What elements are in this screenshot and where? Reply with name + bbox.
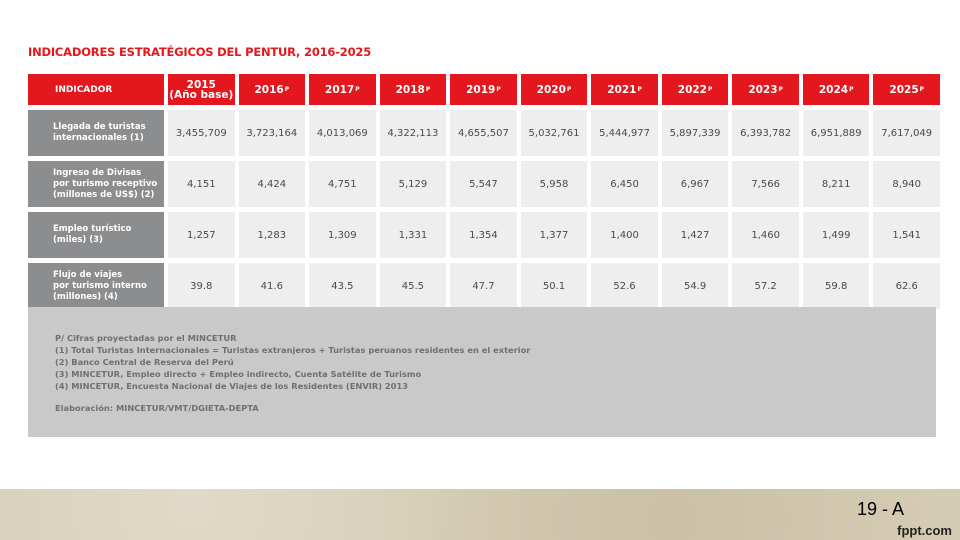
header-year-suffix: P [708,85,713,93]
table-cell: 5,129 [380,161,447,207]
page-title: INDICADORES ESTRATÉGICOS DEL PENTUR, 2016-2025 [28,45,372,59]
header-year [803,74,870,105]
table-cell: 1,283 [239,212,306,258]
table-cell: 62.6 [873,263,940,309]
header-year-label: 2025 [889,83,919,96]
table-cell: 5,444,977 [591,110,658,156]
header-year-suffix: P [566,85,572,93]
header-year-suffix: P [919,85,925,93]
header-year-label: 2022 [677,83,707,96]
header-year-suffix: P [496,85,501,93]
header-year-label: 2017 [325,83,355,96]
table-cell: 1,499 [803,212,870,258]
table-cell: 4,013,069 [309,110,376,156]
table-cell: 6,967 [662,161,729,207]
header-year [450,74,517,105]
indicators-table [28,74,940,309]
table-cell: 7,566 [732,161,799,207]
header-year-suffix: P [637,85,642,93]
header-year [662,74,729,105]
table-cell: 5,547 [450,161,517,207]
note-line: (2) Banco Central de Reserva del Perú [55,357,234,367]
header-year [380,74,447,105]
header-year-suffix: P [284,85,290,93]
table-cell: 4,322,113 [380,110,447,156]
header-year-suffix: P [425,85,431,93]
header-year-suffix: P [849,85,854,93]
table-cell: 59.8 [803,263,870,309]
table-cell: 1,541 [873,212,940,258]
table-cell: 54.9 [662,263,729,309]
table-cell: 50.1 [521,263,588,309]
table-cell: 1,331 [380,212,447,258]
slide-number: 19 - A [856,499,904,519]
elaboration-note: Elaboración: MINCETUR/VMT/DGIETA-DEPTA [55,403,259,413]
table-cell: 1,309 [309,212,376,258]
row-label: Flujo de viajes por turismo interno (millones) (4) [28,263,164,309]
header-year-label: 2021 [607,83,637,96]
header-year [521,74,588,105]
table-cell: 4,151 [168,161,235,207]
table-cell: 43.5 [309,263,376,309]
header-year-label: 2024 [818,83,849,96]
note-line: (1) Total Turistas Internacionales = Turistas extranjeros + Turistas peruanos residentes en el exterior [55,345,531,355]
footer-band [0,489,960,540]
header-year-label: 2015 [186,78,216,91]
header-year [873,74,940,105]
table-cell: 57.2 [732,263,799,309]
header-year-label: 2016 [254,83,284,96]
table-cell: 5,958 [521,161,588,207]
header-year-suffix: P [355,85,360,93]
header-year-suffix: P [778,85,783,93]
table-cell: 52.6 [591,263,658,309]
row-label: Llegada de turistas internacionales (1) [28,110,164,156]
note-line: (4) MINCETUR, Encuesta Nacional de Viajes de los Residentes (ENVIR) 2013 [55,381,408,391]
header-base-year [169,80,233,100]
table-cell: 1,460 [732,212,799,258]
table-cell: 41.6 [239,263,306,309]
row-label: Ingreso de Divisas por turismo receptivo (millones de US$) (2) [28,161,164,207]
notes-lines [55,332,936,392]
header-year-label: 2023 [748,83,778,96]
table-cell: 5,032,761 [521,110,588,156]
header-indicator: INDICADOR [28,74,164,105]
header-year-label: 2018 [395,83,425,96]
notes-panel [28,307,936,437]
table-cell: 1,354 [450,212,517,258]
table-cell: 4,424 [239,161,306,207]
header-year [168,74,235,105]
table-cell: 6,393,782 [732,110,799,156]
table-cell: 1,427 [662,212,729,258]
table-cell: 5,897,339 [662,110,729,156]
header-year [732,74,799,105]
row-label: Empleo turístico (miles) (3) [28,212,164,258]
table-cell: 39.8 [168,263,235,309]
table-cell: 4,751 [309,161,376,207]
note-line: P/ Cifras proyectadas por el MINCETUR [55,333,237,343]
table-cell: 3,723,164 [239,110,306,156]
table-cell: 3,455,709 [168,110,235,156]
header-year [591,74,658,105]
table-cell: 1,257 [168,212,235,258]
header-year-label: 2020 [536,83,566,96]
table-cell: 6,951,889 [803,110,870,156]
table-cell: 8,940 [873,161,940,207]
header-year-suffix: (Año base) [169,88,234,101]
table-cell: 7,617,049 [873,110,940,156]
header-year-label: 2019 [466,83,496,96]
header-year [309,74,376,105]
note-line: (3) MINCETUR, Empleo directo + Empleo indirecto, Cuenta Satélite de Turismo [55,369,422,379]
table-cell: 8,211 [803,161,870,207]
table-cell: 1,400 [591,212,658,258]
header-year [239,74,306,105]
brand-logo-text: fppt.com [897,523,952,538]
table-cell: 47.7 [450,263,517,309]
table-cell: 1,377 [521,212,588,258]
table-cell: 4,655,507 [450,110,517,156]
table-cell: 6,450 [591,161,658,207]
table-cell: 45.5 [380,263,447,309]
